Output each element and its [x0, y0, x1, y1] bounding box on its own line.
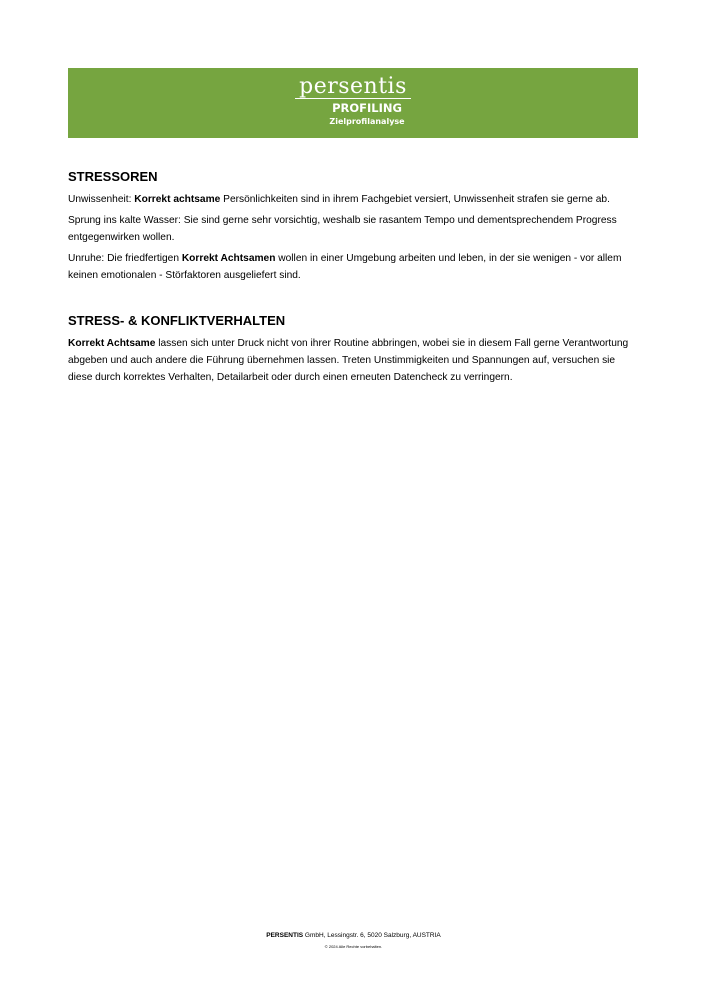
- brand-logo: [68, 74, 638, 100]
- footer-address-text: GmbH, Lessingstr. 6, 5020 Salzburg, AUSTRIA: [303, 932, 441, 939]
- paragraph-unwissenheit: [68, 191, 640, 208]
- section-stressoren: [68, 169, 640, 288]
- paragraph-bold-term: Korrekt Achtsame: [68, 338, 156, 349]
- paragraph-bold-term: Korrekt achtsame: [134, 194, 221, 205]
- brand-wordmark: persentis: [295, 76, 411, 99]
- section-title-stressoren: STRESSOREN: [68, 169, 158, 184]
- footer-company: PERSENTIS: [266, 932, 304, 939]
- footer-address: [0, 931, 707, 940]
- paragraph-suffix: lassen sich unter Druck nicht von ihrer Routine abbringen, wobei sie in diesem Fall gerne Verantwortung abgeben und auch andere die Führung übernehmen lassen. Treten Unstimmigkeiten und Spannungen auf, versuchen sie diese durch korrektes Verhalten, Detailarbeit oder durch einen erneuten Datencheck zu verringern.: [68, 338, 629, 383]
- paragraph-suffix: wollen in einer Umgebung arbeiten und leben, in der sie wenigen - vor allem keinen emotionalen - Störfaktoren ausgeliefert sind.: [68, 253, 622, 281]
- section-konfliktverhalten: [68, 313, 640, 390]
- paragraph-prefix: Unwissenheit:: [68, 194, 135, 205]
- paragraph-unruhe: [68, 250, 640, 284]
- paragraph-prefix: Unruhe: Die friedfertigen: [68, 253, 182, 264]
- product-name: PROFILING: [332, 101, 402, 115]
- section-title-konfliktverhalten: STRESS- & KONFLIKTVERHALTEN: [68, 313, 286, 328]
- paragraph-sprung: Sprung ins kalte Wasser: Sie sind gerne sehr vorsichtig, weshalb sie rasantem Tempo und dementsprechendem Progress entgegenwirken wollen.: [68, 215, 617, 243]
- footer-copyright: © 2024 Alle Rechte vorbehalten.: [324, 944, 383, 949]
- paragraph-bold-term: Korrekt Achtsamen: [181, 253, 276, 264]
- paragraph-konfliktverhalten: [68, 335, 640, 386]
- report-subtitle: Zielprofilanalyse: [329, 117, 405, 126]
- paragraph-suffix: Persönlichkeiten sind in ihrem Fachgebiet versiert, Unwissenheit strafen sie gerne ab.: [220, 194, 610, 205]
- header-banner: [68, 68, 638, 138]
